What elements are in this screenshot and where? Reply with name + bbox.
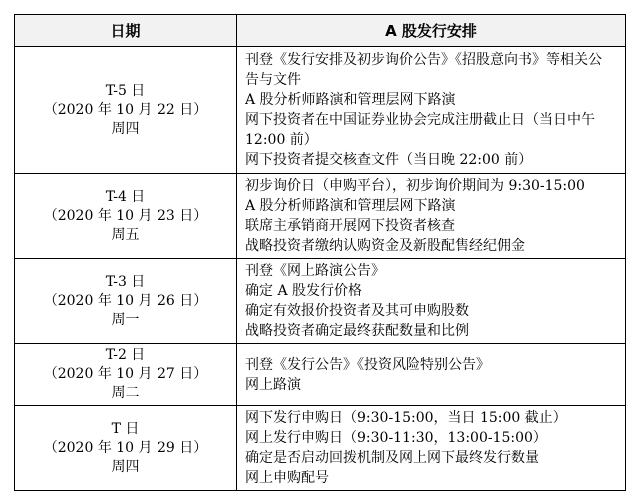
arrangement-line: 网上路演 [245,376,301,393]
arrangement-cell [237,47,626,174]
table-row [15,47,626,174]
ipo-schedule-table [14,14,626,491]
day-label: T 日 [111,420,140,437]
day-label: T-4 日 [105,188,146,205]
arrangement-line: A 股分析师路演和管理层网下路演 [245,198,456,214]
arrangement-line: 战略投资者缴纳认购资金及新股配售经纪佣金 [245,238,525,254]
arrangement-line: 确定有效报价投资者及其可申购股数 [245,303,469,319]
date-cell [15,259,237,344]
date-cell [15,406,237,491]
table-row [15,344,626,406]
weekday-label: 周一 [111,311,140,328]
arrangement-cell [237,174,626,259]
arrangement-line: 确定是否启动回拨机制及网上网下最终发行数量 [245,450,539,466]
weekday-label: 周五 [111,226,140,243]
arrangement-line: 战略投资者确定最终获配数量和比例 [245,323,469,339]
arrangement-line: 初步询价日（申购平台），初步询价期间为 9:30-15:00 [245,178,585,194]
date-label: （2020 年 10 月 23 日） [43,207,208,224]
arrangement-line: 刊登《发行安排及初步询价公告》《招股意向书》等相关公 [245,52,602,68]
table-row [15,174,626,259]
arrangement-line: A 股分析师路演和管理层网下路演 [245,92,456,108]
day-label: T-5 日 [105,82,146,99]
date-cell [15,344,237,406]
date-label: （2020 年 10 月 26 日） [43,292,208,309]
arrangement-line: 网上申购配号 [245,470,329,486]
date-cell [15,174,237,259]
arrangement-line: 网上发行申购日（9:30-11:30，13:00-15:00） [245,430,547,446]
table-row [15,259,626,344]
day-label: T-2 日 [105,347,146,363]
weekday-label: 周二 [111,385,140,401]
arrangement-line: 网下投资者在中国证券业协会完成注册截止日（当日中午 [245,112,595,128]
date-cell [15,47,237,174]
header-date: 日期 [15,15,237,47]
arrangement-line: 12:00 前） [245,132,318,148]
date-label: （2020 年 10 月 27 日） [43,366,208,382]
arrangement-cell [237,259,626,344]
weekday-label: 周四 [111,120,140,137]
arrangement-line: 刊登《网上路演公告》 [245,263,385,279]
arrangement-cell [237,406,626,491]
arrangement-line: 网下发行申购日（9:30-15:00，当日 15:00 截止） [245,410,567,426]
arrangement-line: 告与文件 [245,72,301,88]
arrangement-cell [237,344,626,406]
date-label: （2020 年 10 月 22 日） [43,101,208,118]
arrangement-line: 确定 A 股发行价格 [245,283,363,299]
weekday-label: 周四 [111,458,140,475]
arrangement-line: 网下投资者提交核查文件（当日晚 22:00 前） [245,152,533,168]
table-row [15,406,626,491]
day-label: T-3 日 [105,273,146,290]
arrangement-line: 联席主承销商开展网下投资者核查 [245,218,455,234]
header-arrangement: A 股发行安排 [237,15,626,47]
date-label: （2020 年 10 月 29 日） [43,439,208,456]
table-header-row [15,15,626,47]
arrangement-line: 刊登《发行公告》《投资风险特别公告》 [245,356,490,373]
